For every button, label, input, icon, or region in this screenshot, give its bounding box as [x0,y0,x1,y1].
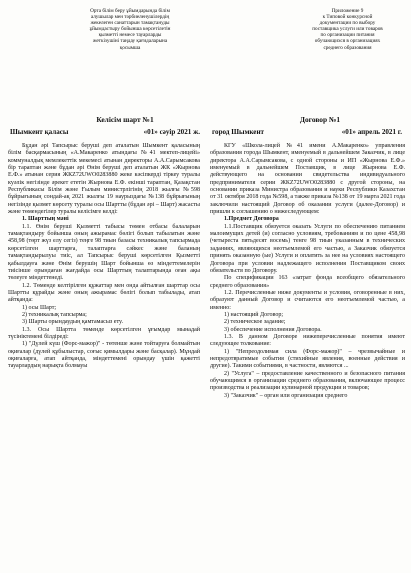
left-paragraph: Бұдан әрі Тапсырыс беруші деп аталатын Шымкент қаласының білім басқармасының «А.Макаренко атындағы №41 мектеп-лицейі» коммуналдық мемлекеттік мекемесі атынан директоры А.А.Сарымсакова бір тараптан және бұдан әрі Өнім беруші деп аталатын ЖК «Жырнова Е.Ф.» атынан серия ЖКZ72UWO0283880 жеке кәсіпкерді тіркеу туралы куәлік негізінде әрекет ететін Жырнова Е.Ф. екінші тараптан, Қазақстан Республикасы Білім және Ғылым министрлігінің 2018 жылғы №598 бұйрығының сондай-ақ 2021 жылғы 19 наурыздағы №138 бұйрығының негізінде қызмет көрсету туралы осы Шартты (бұдан әрі – Шарт) жасасты және төмендегілер туралы келісімге келді: [8,143,200,216]
right-body [210,143,405,400]
right-list-item: 2) техническое задание; [224,319,286,326]
right-header-line: к Типовой конкурсной [322,14,373,21]
right-header-line: среднего образования [323,44,372,51]
right-paragraph: 1.1.Поставщик обязуется оказать Услуги по обеспечению питанием малоимущих детей (и) согласно условиям, требованиям и по цене 458,98 (четыреста пятьдесят восемь) тенге 98 тиын указанным в технических заданиях, являющихся неотъемлемой его частью, а Заказчик обязуется принять оказанную (ые) Услуги и оплатить за нее на условиях настоящего Договора при условии надлежащего исполнения Поставщиком своих обязательств по Договору. [210,223,405,274]
left-list-item: 1) осы Шарт; [22,304,57,311]
right-header-line: документации по выбору [319,20,376,27]
right-paragraph: 3) "Заказчик" – орган или организация среднего [224,392,348,399]
left-city: Шымкент қаласы [10,128,69,136]
left-paragraph: 1.2. Төменде келтірілген құжаттар мен онда айтылған шарттар осы Шартты құрайды және оның ажырамас бөлігі болып табылады, атап айтқанда: [8,282,200,304]
right-paragraph: КГУ «Школа-лицей №41 имени А.Макаренко» управления образования города Шымкент, именуемый в дальнейшем Заказчик, в лице директора А.А.Сарымсакова, с одной стороны и ИП «Жырнова Е.Ф.» именуемый в дальнейшем Поставщик, в лице Жырнова Е.Ф. действующего на основании свидетельства индивидуального предпринимателя серии ЖКZ72UWO0283880 с другой стороны, на основании приказа Министра образования и науки Республики Казахстан от 31 октября 2018 года №598, а также приказа №138 от 19 марта 2021 года заключили настоящий Договор об оказании услуги (далее-Договор) и пришли к соглашению о нижеследующем: [210,143,405,216]
left-paragraph: 1.3. Осы Шартта төменде көрсетілген ұғымдар мынадай түсініктемені білдіреді: [8,326,200,340]
left-section-heading: 1. Шарттың мәні [22,216,69,223]
left-list-item: 2) техникалық тапсырма; [22,311,87,318]
left-paragraph: 1) "Дүлей күш (Форс-мажор)" - төтенше және тойтаруға болмайтын оқиғалар (дүлей құбылыстар, соғыс қимылдары және басқалар). Мұндай оқиғаларға, атап айтқанда, міндеттемені орындау үшін қажетті тауарлардың нарықта болмауы [8,341,200,370]
left-header-line: алушылар мен тәрбиеленушілердің [90,14,170,21]
left-header-line: жекелеген санаттарын тамақтануды [90,20,170,27]
left-header-line: қосымша [119,44,141,51]
right-header-line: Приложение 9 [331,8,364,14]
right-header-line: поставщика услуги или товаров [312,26,383,33]
right-title: Договор №1 [299,115,341,124]
left-date: «01» сәуір 2021 ж. [143,128,200,136]
right-list-item: 3) обеспечение исполнения Договора. [224,326,322,333]
left-paragraph: 1.1. Өнім беруші Қызметті табысы төмен отбасы балаларын тамақтандыру бойынша оның ажырамас бөлігі болып табылатын және 458,98 (төрт жүз елу сегіз) теңге 98 тиын базасы техникалық тапсырмада көрсетілген шарттарға, талаптарға сәйкес және баланың тамақтандырылуы тиіс, ал Тапсырыс беруші көрсетілген Қызметті қабылдауға және Өнім берушің Шарт бойынша өз міндеттемелерін тиісінше орындаған жағдайда осы Шарттың талаптарында оған ақы төлеуге міндеттенеді. [8,223,200,282]
right-paragraph: 1.2. Перечисленные ниже документы и условия, оговоренные в них, образуют данный Договор и считаются его неотъемлемой частью, а именно: [210,289,405,311]
right-date: «01» апрель 2021 г. [341,128,402,136]
left-title: Келісім шарт №1 [96,115,154,124]
left-header [60,8,200,51]
left-header-line: ұйымдастыру бойынша көрсетілетін [89,26,171,33]
right-paragraph: По спецификации 163 «затрат фонда всеобщего обязательного среднего образования» [210,275,405,289]
left-city-date-row [10,128,200,136]
right-list-item: 1) настоящий Договор; [224,311,284,318]
right-paragraph: 1.3. В данном Договоре нижеперечисленные понятия имеют следующее толкование: [210,333,405,348]
right-city: город Шымкент [212,128,265,136]
left-header-line: жеткізушіні таңдау қағидаларына [92,38,168,45]
right-header [290,8,405,51]
left-body [8,143,200,371]
right-header-line: по организации питания [320,32,375,39]
left-list-item: 3) Шарты орындаудың қамтамасыз ету. [22,319,123,326]
right-header-line: обучающихся в организациях [314,38,381,45]
left-header-line: Орта білім беру ұйымдарында білім [90,8,170,14]
right-paragraph: 1) "Непреодолимая сила (Форс-мажор)" – чрезвычайные и непредотвратимые события (стихийные явления, военные действия и другие). Такими событиями, в частности, являются ... [210,348,405,370]
right-city-date-row [212,128,402,136]
right-paragraph: 2) "Услуга" – предоставление качественного и безопасного питания обучающимся в организации среднего образования, включающее процесс производства и реализации кулинарной продукции и товаров; [210,370,405,392]
left-header-line: қызметті немесе тауарларды [98,32,162,39]
right-section-heading: 1.Предмет Договора [224,216,279,223]
